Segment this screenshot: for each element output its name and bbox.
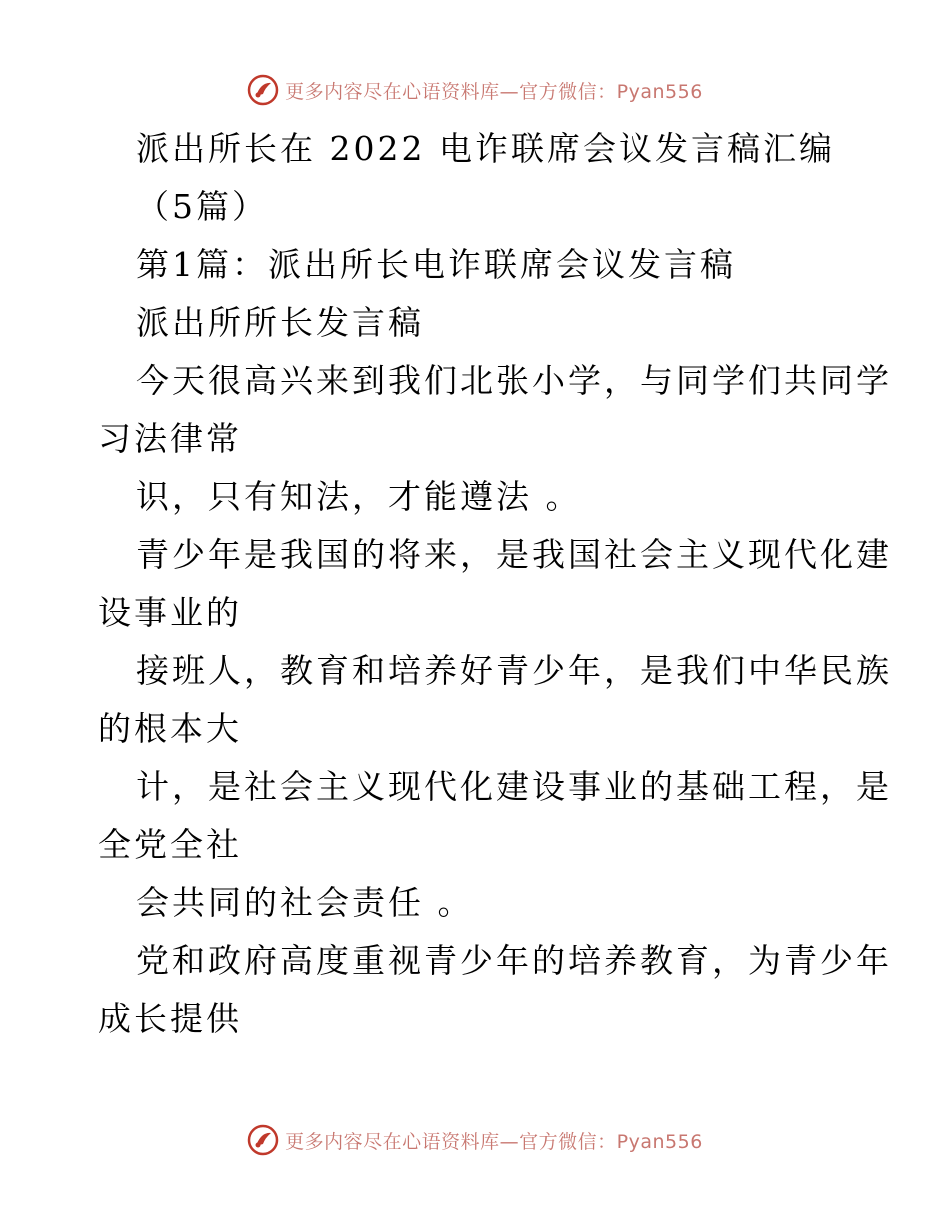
paragraph-line: 成长提供 [98, 999, 242, 1038]
document-title-count: （5篇） [136, 187, 268, 226]
paragraph-line: 今天很高兴来到我们北张小学，与同学们共同学 [136, 361, 892, 400]
document-body [98, 120, 892, 1048]
seal-logo-icon [247, 74, 279, 106]
header-banner-text: 更多内容尽在心语资料库—官方微信：Pyan556 [285, 80, 703, 103]
paragraph-line: 会共同的社会责任 。 [136, 883, 474, 922]
paragraph-line: 计，是社会主义现代化建设事业的基础工程，是 [136, 767, 892, 806]
paragraph-line: 全党全社 [98, 825, 242, 864]
paragraph-line: 设事业的 [98, 593, 242, 632]
paragraph-line: 接班人，教育和培养好青少年，是我们中华民族 [136, 651, 892, 690]
document-title: 派出所长在 2022 电诈联席会议发言稿汇编 [136, 129, 835, 168]
footer-banner [0, 1120, 950, 1160]
seal-logo-icon [247, 1124, 279, 1156]
section-heading: 第1篇：派出所长电诈联席会议发言稿 [136, 245, 736, 284]
paragraph-line: 青少年是我国的将来，是我国社会主义现代化建 [136, 535, 892, 574]
paragraph-line: 识，只有知法，才能遵法 。 [136, 477, 582, 516]
footer-banner-text: 更多内容尽在心语资料库—官方微信：Pyan556 [285, 1130, 703, 1153]
paragraph-line: 习法律常 [98, 419, 242, 458]
paragraph-line: 党和政府高度重视青少年的培养教育，为青少年 [136, 941, 892, 980]
speech-title: 派出所所长发言稿 [136, 303, 424, 342]
paragraph-line: 的根本大 [98, 709, 242, 748]
header-banner [0, 70, 950, 110]
